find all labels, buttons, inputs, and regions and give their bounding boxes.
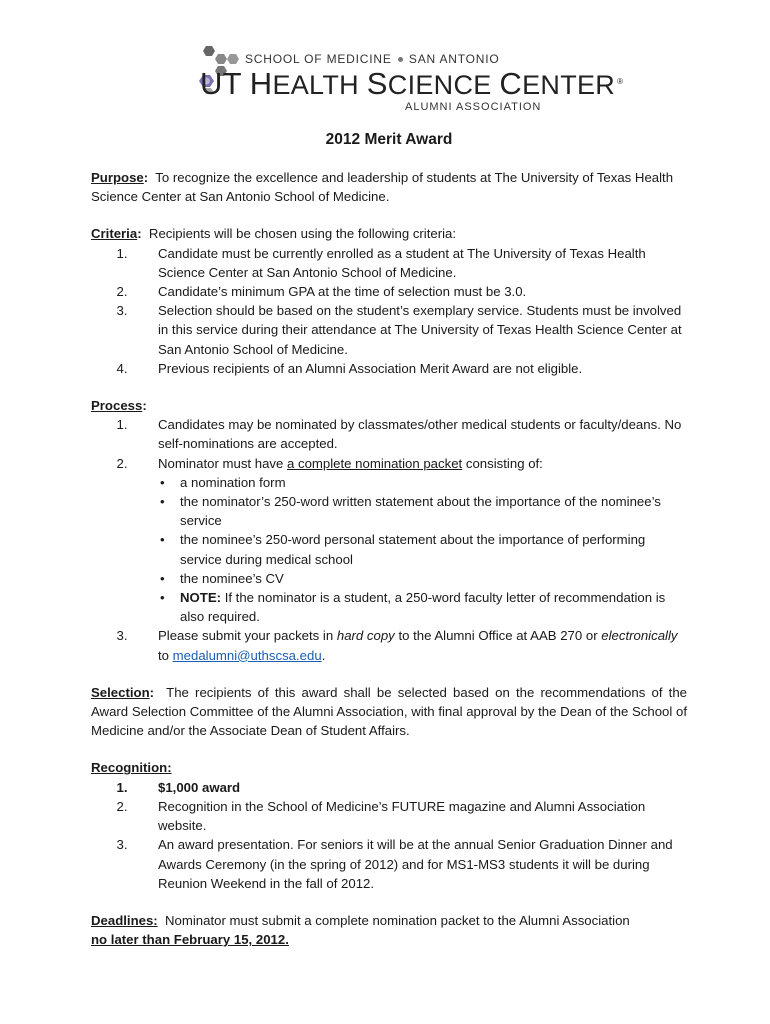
packet-contents-list	[158, 473, 687, 627]
document-body	[91, 130, 687, 949]
bullet-text: the nominator’s 250-word written statement about the importance of the nominee’s service	[180, 494, 661, 529]
bullet-item	[158, 588, 687, 626]
page-title: 2012 Merit Award	[325, 131, 453, 148]
bullet-item	[158, 473, 687, 492]
list-item	[91, 797, 687, 835]
criteria-section: Criteria: Recipients will be chosen using the following criteria: 1. Candidate must be currently enrolled as a student at The University of Texas Health Science Center at San Antonio School of Medicine. 2. Candidate’s minimum GPA at the time of selection must be 3.0. 3. Selection should be based on the student’s exemplary service. Students must be involved in this service during their attendance at The University of Texas Health Science Center at San Antonio School of Medicine. 4. Previous recipients of an Alumni Association Merit Award are not eligible.	[91, 224, 687, 378]
deadlines-heading: Deadlines:	[91, 912, 158, 928]
item-number: 2.	[116, 455, 128, 471]
bullet-text: the nominee’s CV	[180, 570, 284, 586]
list-item	[91, 244, 687, 282]
item-number: 2.	[116, 798, 128, 814]
recognition-list	[91, 778, 687, 893]
item-number: 1.	[116, 245, 128, 261]
list-item	[91, 778, 687, 797]
process-item-text: to	[158, 647, 173, 663]
process-item-text: consisting of:	[462, 455, 543, 471]
criteria-intro: Recipients will be chosen using the following criteria:	[148, 226, 457, 242]
school-of-medicine-text: SCHOOL OF MEDICINE	[245, 52, 392, 66]
org-name-c: C	[499, 66, 523, 101]
process-list	[91, 415, 687, 665]
org-name-cience: CIENCE	[387, 70, 492, 100]
org-name-ut: UT	[200, 66, 242, 101]
process-item-text: .	[321, 647, 326, 663]
criteria-item-text: Selection should be based on the student’s exemplary service. Students must be involved in this service during their attendance at The University of Texas Health Science Center at San Antonio School of Medicine.	[158, 303, 682, 357]
criteria-list	[91, 244, 687, 378]
item-number: 1.	[116, 417, 128, 433]
deadlines-text: Nominator must submit a complete nomination packet to the Alumni Association	[165, 912, 630, 928]
org-name-h: H	[249, 66, 273, 101]
selection-text: The recipients of this award shall be selected based on the recommendations of the Award Selection Committee of the Alumni Association, with final approval by the Dean of the School of Medicine and/or the Associate Dean of Student Affairs.	[91, 684, 687, 739]
bullet-item	[158, 569, 687, 588]
item-number: 3.	[116, 837, 128, 853]
criteria-item-text: Previous recipients of an Alumni Association Merit Award are not eligible.	[158, 360, 583, 376]
criteria-item-text: Candidate’s minimum GPA at the time of selection must be 3.0.	[158, 284, 527, 300]
selection-section: Selection: The recipients of this award shall be selected based on the recommendations of the Award Selection Committee of the Alumni Association, with final approval by the Dean of the School of Medicine and/or the Associate Dean of Student Affairs.	[91, 684, 687, 739]
process-item-text: Please submit your packets in	[158, 628, 337, 644]
org-name-ealth: EALTH	[272, 70, 359, 100]
purpose-section: Purpose: To recognize the excellence and leadership of students at The University of Texas Health Science Center at San Antonio School of Medicine.	[91, 170, 674, 205]
item-number: 4.	[116, 360, 128, 376]
process-item-text: Nominator must have	[158, 455, 287, 471]
list-item	[91, 359, 687, 378]
bullet-text: a nomination form	[180, 474, 286, 490]
recognition-section	[91, 758, 687, 892]
bullet-item	[158, 530, 687, 568]
process-item-text: Candidates may be nominated by classmates/other medical students or faculty/deans. No self-nominations are accepted.	[158, 417, 682, 452]
email-link[interactable]: medalumni@uthscsa.edu	[172, 647, 322, 663]
list-item	[91, 835, 687, 893]
purpose-text: To recognize the excellence and leadership of students at The University of Texas Health Science Center at San Antonio School of Medicine.	[91, 170, 674, 205]
org-name	[200, 66, 623, 102]
recognition-item-text: Recognition in the School of Medicine’s FUTURE magazine and Alumni Association website.	[158, 798, 646, 834]
registered-mark: ®	[617, 77, 624, 86]
alumni-association-text: ALUMNI ASSOCIATION	[405, 101, 542, 113]
header-logo	[197, 44, 624, 116]
san-antonio-text: SAN ANTONIO	[408, 52, 500, 66]
deadline-date: no later than February 15, 2012.	[91, 932, 289, 948]
selection-heading: Selection	[91, 684, 150, 700]
org-name-s: S	[366, 66, 388, 101]
electronically-text: electronically	[601, 628, 678, 644]
item-number: 1.	[116, 779, 128, 795]
recognition-heading: Recognition:	[91, 760, 172, 776]
criteria-item-text: Candidate must be currently enrolled as a student at The University of Texas Health Science Center at San Antonio School of Medicine.	[158, 245, 646, 280]
list-item	[91, 454, 687, 627]
deadlines-section	[91, 911, 687, 949]
process-section: Process: 1. Candidates may be nominated by classmates/other medical students or faculty/deans. No self-nominations are accepted. 2. Nominator must have a complete nomination packet consisting of: • a nomination form • the nominator’s 250-word written statement about the importance of the nominee’s service • the nominee’s 250-word personal statement about the importance of performing service during medical school • the nominee’s CV • NOTE: If the nominator is a student, a 250-word faculty letter of recommendation is also required. 3. Please submit your packets in hard copy to the Alumni Office at AAB 270 or electronically to medalumni@uthscsa.edu.	[91, 396, 687, 665]
process-item-text: to the Alumni Office at AAB 270 or	[394, 628, 602, 644]
recognition-item-text: $1,000 award	[158, 779, 241, 795]
list-item	[91, 415, 687, 453]
list-item	[91, 626, 687, 664]
process-heading: Process	[91, 398, 143, 414]
note-text: If the nominator is a student, a 250-word faculty letter of recommendation is also required.	[180, 590, 666, 625]
hard-copy-text: hard copy	[336, 628, 395, 644]
list-item	[91, 301, 687, 359]
list-item	[91, 282, 687, 301]
note-label: NOTE:	[180, 590, 222, 606]
nomination-packet-text: a complete nomination packet	[287, 455, 463, 471]
purpose-heading: Purpose	[91, 170, 144, 185]
school-name	[245, 52, 500, 66]
bullet-text: the nominee’s 250-word personal statement about the importance of performing service during medical school	[180, 532, 646, 567]
recognition-item-text: An award presentation. For seniors it will be at the annual Senior Graduation Dinner and Awards Ceremony (in the spring of 2012) and for MS1-MS3 students it will be during Reunion Weekend in the fall of 2012.	[158, 837, 673, 891]
separator-dot-icon	[398, 57, 403, 62]
org-name-enter: ENTER	[522, 70, 616, 100]
item-number: 3.	[116, 303, 128, 319]
item-number: 3.	[116, 628, 128, 644]
item-number: 2.	[116, 284, 128, 300]
criteria-heading: Criteria	[91, 226, 138, 242]
bullet-item	[158, 492, 687, 530]
